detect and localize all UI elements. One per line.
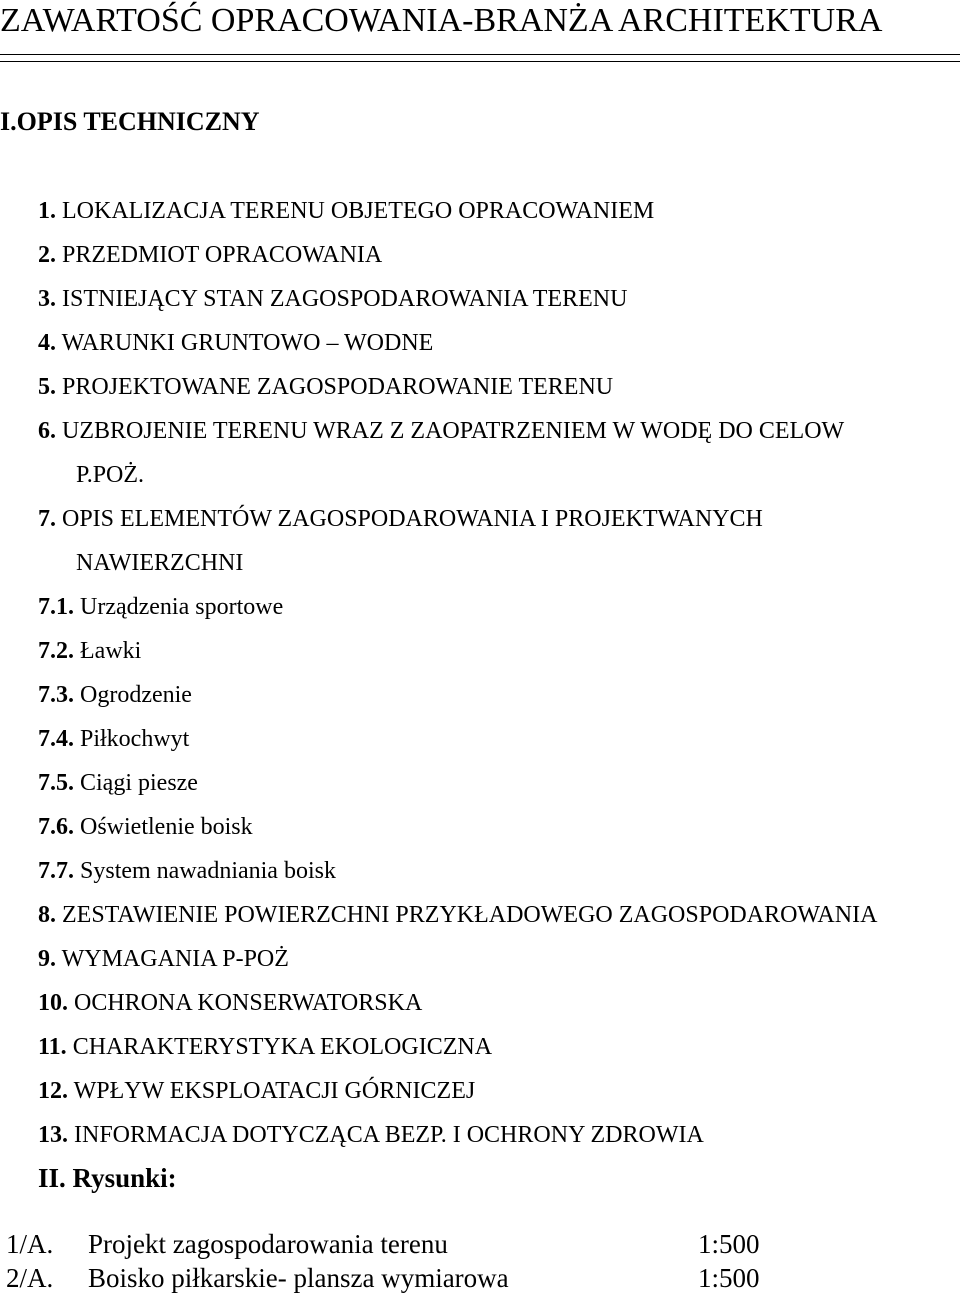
toc-item-number: 7.3. <box>38 682 74 708</box>
toc-item <box>38 1076 475 1106</box>
toc-item-number: 2. <box>38 242 56 268</box>
toc-item-number: 7.7. <box>38 858 74 884</box>
drawing-row <box>6 1228 960 1260</box>
toc-item-number: 6. <box>38 418 56 444</box>
toc-item-text: OPIS ELEMENTÓW ZAGOSPODAROWANIA I PROJEKTWANYCH <box>62 506 763 532</box>
toc-item-number: 11. <box>38 1034 67 1060</box>
toc-item-text: System nawadniania boisk <box>80 858 336 884</box>
drawing-name: Projekt zagospodarowania terenu <box>88 1229 448 1259</box>
toc-item <box>38 988 422 1018</box>
drawing-row <box>6 1262 960 1294</box>
toc-item-text: Ogrodzenie <box>80 682 192 708</box>
toc-item <box>76 548 243 578</box>
section-heading-technical-description: I.OPIS TECHNICZNY <box>0 107 260 136</box>
drawing-number: 2/A. <box>6 1263 54 1293</box>
toc-item-number: 8. <box>38 902 56 928</box>
title-rule-bottom <box>0 61 960 62</box>
toc-item-text: PROJEKTOWANE ZAGOSPODAROWANIE TERENU <box>62 374 614 400</box>
toc-item <box>38 240 382 270</box>
toc-item-text: WPŁYW EKSPLOATACJI GÓRNICZEJ <box>73 1078 476 1104</box>
toc-item-number: 3. <box>38 286 56 312</box>
toc-item <box>38 196 654 226</box>
toc-item-number: 13. <box>38 1122 68 1148</box>
toc-item <box>38 328 433 358</box>
toc-item-number: 7. <box>38 506 56 532</box>
title-rule-top <box>0 54 960 55</box>
toc-item <box>38 724 189 754</box>
toc-item <box>38 680 192 710</box>
document-title: ZAWARTOŚĆ OPRACOWANIA-BRANŻA ARCHITEKTURA <box>0 2 883 39</box>
drawing-name: Boisko piłkarskie- plansza wymiarowa <box>88 1263 509 1293</box>
toc-item-text: OCHRONA KONSERWATORSKA <box>74 990 423 1016</box>
toc-item-text: WYMAGANIA P-POŻ <box>61 946 289 972</box>
toc-item-number: 7.6. <box>38 814 74 840</box>
toc-item <box>38 944 289 974</box>
toc-item-text: PRZEDMIOT OPRACOWANIA <box>62 242 383 268</box>
toc-item-number: 10. <box>38 990 68 1016</box>
toc-item <box>38 284 627 314</box>
toc-item <box>38 768 198 798</box>
toc-item-number: 1. <box>38 198 56 224</box>
toc-item-text: ISTNIEJĄCY STAN ZAGOSPODAROWANIA TERENU <box>62 286 628 312</box>
toc-item-number: 9. <box>38 946 56 972</box>
toc-item <box>38 636 141 666</box>
drawing-scale: 1:500 <box>698 1263 760 1293</box>
toc-item <box>38 856 336 886</box>
toc-item <box>38 1032 492 1062</box>
toc-item <box>38 372 613 402</box>
toc-item-text: P.POŻ. <box>76 462 145 488</box>
drawing-scale: 1:500 <box>698 1229 760 1259</box>
toc-item <box>38 592 283 622</box>
toc-item <box>38 1120 704 1150</box>
toc-item-text: LOKALIZACJA TERENU OBJETEGO OPRACOWANIEM <box>62 198 655 224</box>
toc-item-number: 12. <box>38 1078 68 1104</box>
toc-item <box>38 812 253 842</box>
toc-item-text: Oświetlenie boisk <box>80 814 253 840</box>
toc-item <box>38 900 877 930</box>
toc-item-text: Piłkochwyt <box>80 726 190 752</box>
toc-item-text: INFORMACJA DOTYCZĄCA BEZP. I OCHRONY ZDROWIA <box>74 1122 704 1148</box>
toc-item <box>76 460 144 490</box>
toc-item-number: 4. <box>38 330 56 356</box>
toc-item-number: 7.4. <box>38 726 74 752</box>
toc-item-text: Ławki <box>80 638 142 664</box>
section-heading-drawings: II. Rysunki: <box>38 1163 177 1193</box>
toc-item <box>38 504 763 534</box>
toc-item-text: NAWIERZCHNI <box>76 550 244 576</box>
toc-item-number: 7.2. <box>38 638 74 664</box>
toc-item-number: 7.5. <box>38 770 74 796</box>
toc-item-number: 7.1. <box>38 594 74 620</box>
toc-item-text: Ciągi piesze <box>80 770 198 796</box>
toc-item-text: Urządzenia sportowe <box>80 594 284 620</box>
toc-item-text: CHARAKTERYSTYKA EKOLOGICZNA <box>72 1034 493 1060</box>
toc-item <box>38 416 844 446</box>
drawing-number: 1/A. <box>6 1229 54 1259</box>
toc-item-text: ZESTAWIENIE POWIERZCHNI PRZYKŁADOWEGO ZAGOSPODAROWANIA <box>62 902 878 928</box>
toc-item-number: 5. <box>38 374 56 400</box>
toc-item-text: UZBROJENIE TERENU WRAZ Z ZAOPATRZENIEM W WODĘ DO CELOW <box>62 418 845 444</box>
toc-item-text: WARUNKI GRUNTOWO – WODNE <box>61 330 434 356</box>
